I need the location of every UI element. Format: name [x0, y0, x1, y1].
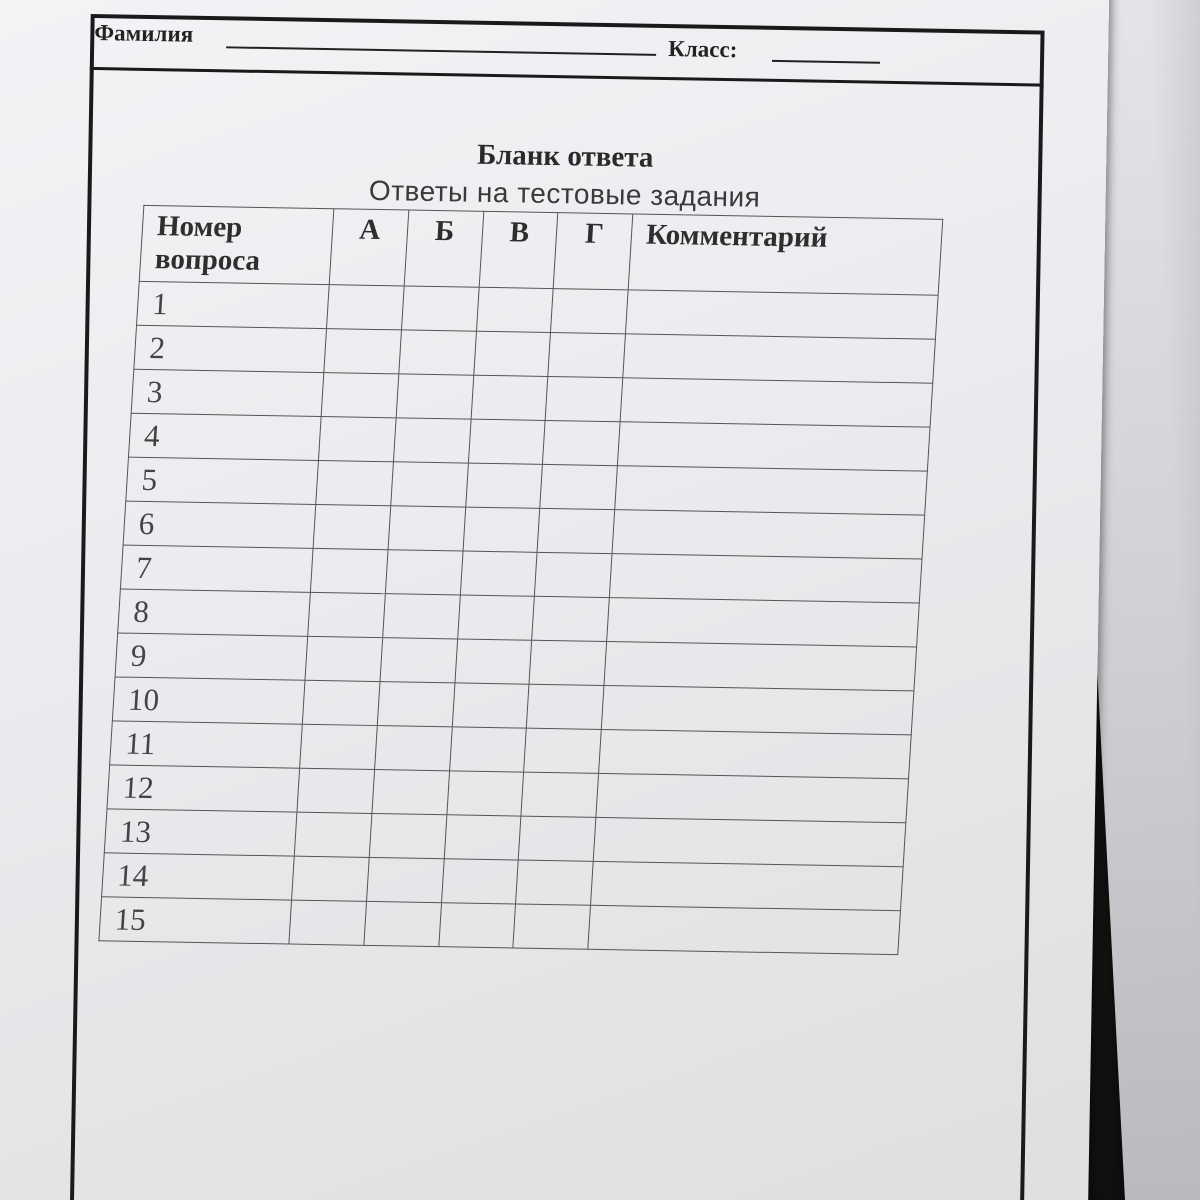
answer-cell-v: [468, 419, 546, 464]
answer-cell-b: [382, 594, 460, 639]
question-number-cell: 12: [107, 765, 299, 812]
question-number-cell: 8: [118, 589, 310, 636]
answer-cell-v: [465, 463, 543, 508]
question-number-cell: 15: [99, 897, 291, 944]
answer-cell-v: [476, 287, 554, 332]
answer-cell-v: [449, 727, 527, 772]
answer-cell-v: [473, 331, 551, 376]
answer-cell-b: [388, 506, 466, 551]
answer-cell-v: [460, 551, 538, 596]
answer-cell-a: [289, 900, 367, 945]
answer-cell-g: [548, 333, 626, 378]
answer-cell-b: [401, 286, 479, 331]
question-number-cell: 2: [134, 325, 326, 372]
answer-cell-a: [308, 592, 386, 637]
answer-cell-v: [438, 903, 516, 948]
question-number-cell: 10: [112, 677, 304, 724]
answer-table: [98, 205, 943, 955]
column-header-v: В: [479, 211, 558, 288]
answer-cell-g: [529, 640, 607, 685]
answer-cell-g: [513, 904, 591, 949]
surname-label: Фамилия: [94, 20, 194, 47]
answer-cell-v: [457, 595, 535, 640]
comment-cell: [620, 378, 932, 427]
answer-rows: [99, 281, 938, 954]
comment-cell: [602, 686, 914, 735]
answer-cell-b: [374, 726, 452, 771]
answer-cell-g: [516, 860, 594, 905]
answer-cell-a: [305, 636, 383, 681]
answer-cell-b: [377, 682, 455, 727]
answer-cell-b: [369, 813, 447, 858]
surname-blank-line: [226, 46, 656, 56]
answer-cell-b: [380, 638, 458, 683]
answer-cell-a: [310, 548, 388, 593]
answer-cell-b: [393, 418, 471, 463]
answer-cell-a: [294, 812, 372, 857]
answer-cell-b: [372, 770, 450, 815]
question-number-cell: 1: [137, 281, 329, 328]
comment-cell: [618, 422, 930, 471]
answer-cell-v: [452, 683, 530, 728]
page-title: Бланк ответа: [476, 138, 654, 174]
answer-cell-g: [551, 289, 629, 334]
question-number-cell: 14: [102, 853, 294, 900]
answer-cell-g: [532, 596, 610, 641]
question-number-cell: 13: [104, 809, 296, 856]
answer-cell-a: [318, 417, 396, 462]
class-label: Класс:: [667, 36, 738, 63]
answer-cell-a: [324, 329, 402, 374]
answer-cell-b: [390, 462, 468, 507]
answer-cell-a: [321, 373, 399, 418]
question-number-cell: 9: [115, 633, 307, 680]
answer-cell-v: [463, 507, 541, 552]
answer-cell-g: [537, 508, 615, 553]
answer-cell-g: [535, 552, 613, 597]
answer-cell-b: [364, 901, 442, 946]
comment-cell: [599, 729, 911, 778]
answer-cell-b: [366, 857, 444, 902]
question-number-cell: 7: [120, 545, 312, 592]
answer-cell-g: [527, 684, 605, 729]
table-header-row: [139, 205, 943, 295]
class-blank-line: [772, 60, 880, 64]
comment-cell: [588, 905, 900, 954]
answer-cell-v: [441, 859, 519, 904]
answer-cell-g: [540, 464, 618, 509]
answer-cell-v: [455, 639, 533, 684]
column-header-b: Б: [404, 210, 483, 287]
answer-cell-a: [326, 285, 404, 330]
comment-cell: [596, 773, 908, 822]
column-header-comment: Комментарий: [628, 214, 942, 295]
answer-cell-v: [446, 771, 524, 816]
answer-cell-a: [316, 460, 394, 505]
comment-cell: [591, 861, 903, 910]
question-number-cell: 6: [123, 501, 315, 548]
question-number-cell: 3: [131, 369, 323, 416]
comment-cell: [604, 642, 916, 691]
comment-cell: [610, 554, 922, 603]
question-number-cell: 11: [110, 721, 302, 768]
answer-cell-a: [313, 504, 391, 549]
answer-cell-g: [521, 772, 599, 817]
comment-cell: [615, 466, 927, 515]
question-number-cell: 5: [126, 457, 318, 504]
page-subtitle: Ответы на тестовые задания: [368, 174, 761, 213]
question-number-cell: 4: [128, 413, 320, 460]
answer-cell-b: [396, 374, 474, 419]
answer-cell-g: [543, 420, 621, 465]
comment-cell: [607, 598, 919, 647]
comment-cell: [593, 817, 905, 866]
answer-cell-a: [291, 856, 369, 901]
answer-cell-g: [519, 816, 597, 861]
column-header-a: А: [329, 209, 408, 286]
answer-cell-b: [398, 330, 476, 375]
comment-cell: [623, 334, 935, 383]
answer-cell-g: [524, 728, 602, 773]
answer-cell-a: [297, 768, 375, 813]
answer-cell-a: [302, 680, 380, 725]
answer-cell-a: [299, 724, 377, 769]
answer-cell-b: [385, 550, 463, 595]
answer-cell-v: [444, 815, 522, 860]
answer-cell-g: [545, 376, 623, 421]
column-header-g: Г: [554, 213, 633, 290]
answer-cell-v: [471, 375, 549, 420]
comment-cell: [626, 290, 938, 339]
column-header-question-number: Номер вопроса: [139, 205, 333, 284]
comment-cell: [612, 510, 924, 559]
